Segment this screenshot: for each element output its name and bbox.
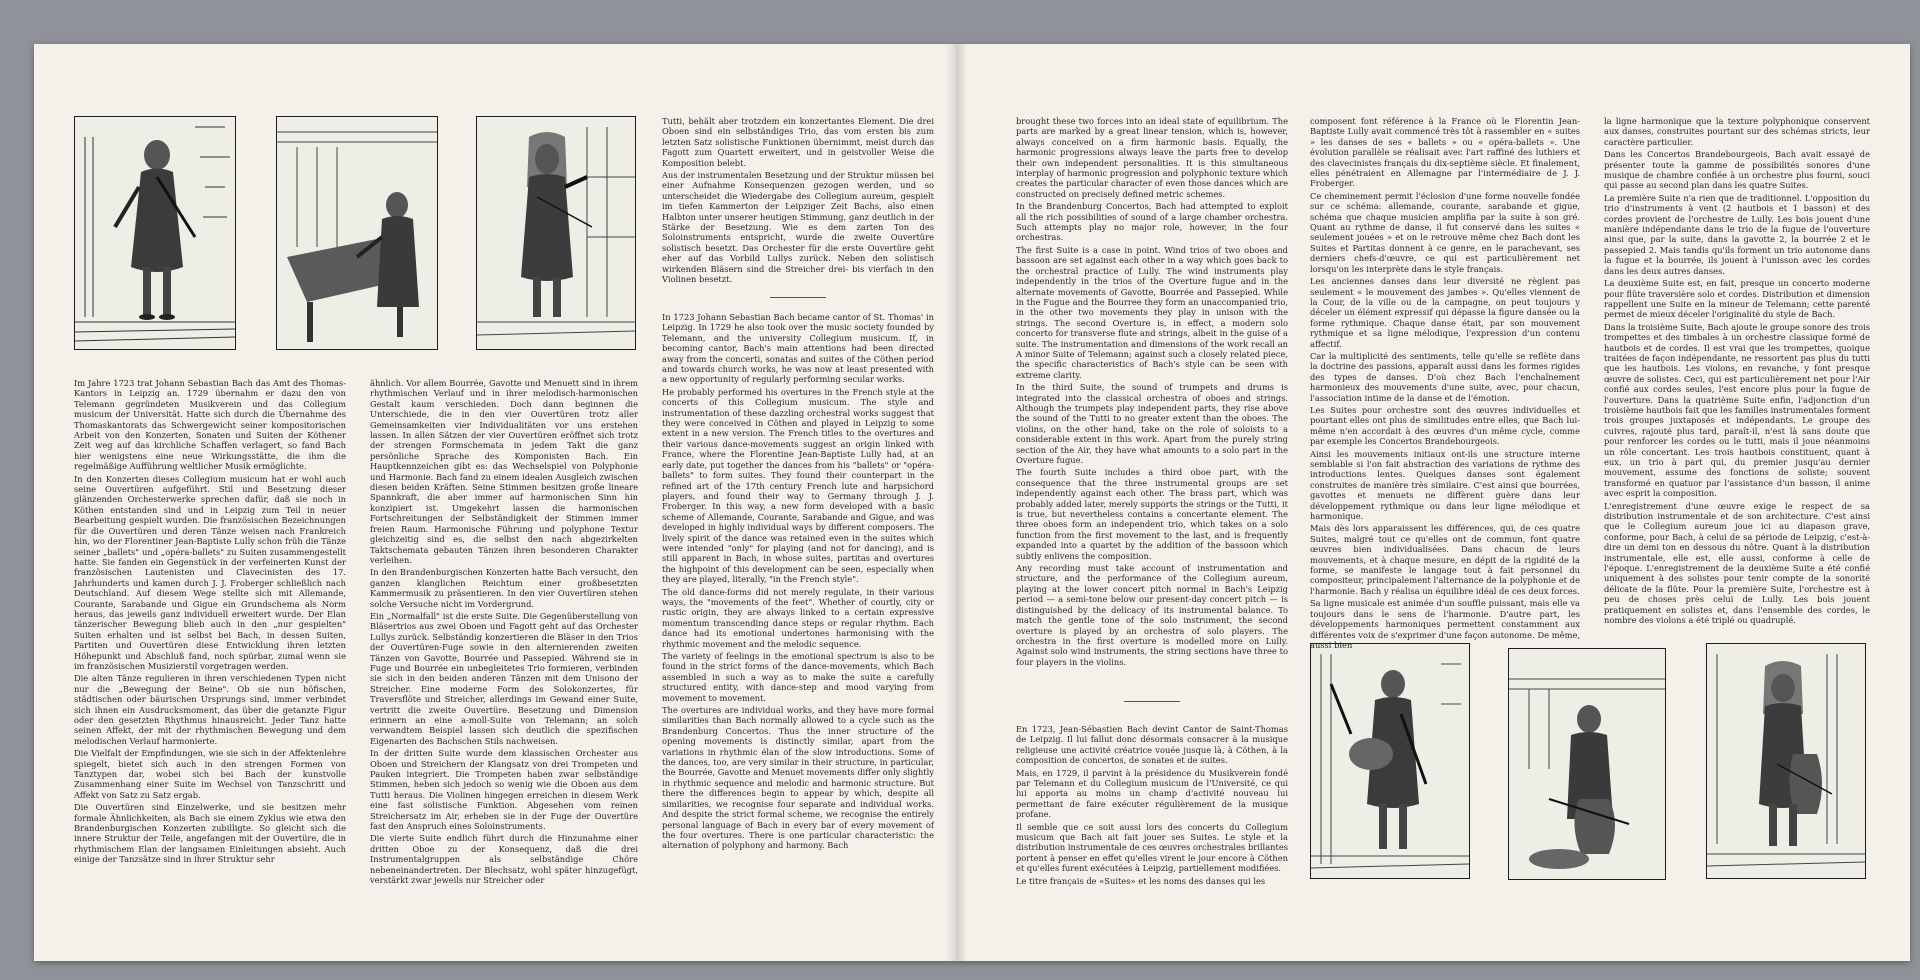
bagpipe-player-figure xyxy=(1311,644,1469,878)
paragraph: Il semble que ce soit aussi lors des concerts du Collegium musicum que Bach ait fait jouer ses Suites. Le style et la distribution instrumentale de ces œuvres orchestrales brillantes portent à penser en effet qu'elles virent le jour encore à Cöthen et qu'elles furent exécutées à Leipzig, partiellement modifiées. xyxy=(1016,821,1288,874)
paragraph: composent font référence à la France où le Florentin Jean-Baptiste Lully avait commencé très tôt à rassembler en « suites » les danses de ses « ballets » ou « opéra-ballets ». Une évolution parallèle se réalisait avec l'art raffiné des luthiers et des clavecinistes français du dix-septième siècle. Et finalement, elles pénétraient en Allemagne par l'intermédiaire de J. J. Froberger. xyxy=(1310,116,1580,189)
paragraph: Mais, en 1729, il parvint à la présidence du Musikverein fondé par Telemann et du Collegium musicum de l'Université, ce qui lui apporta au moins un champ d'activité nouveau lui permettant de faire exécuter régulièrement de la musique profane. xyxy=(1016,767,1288,820)
paragraph: In the Brandenburg Concertos, Bach had attempted to exploit all the rich possibilities of sound of a large chamber orchestra. Such attempts play no major role, however, in the four orchestras. xyxy=(1016,201,1288,243)
paragraph: ähnlich. Vor allem Bourrée, Gavotte und Menuett sind in ihrem rhythmischen Verlauf und in ihrer melodisch-harmonischen Gestalt kaum verschieden. Doch dann beginnen die Unterschiede, die in den vier Ouvertüren trotz aller Gemeinsamkeiten vier Individualitäten vor uns erstehen lassen. In allen Sätzen der vier Ouvertüren eröffnet sich trotz der strengen Formschemata in jedem Takt die ganz persönliche Sprache des Komponisten Bach. Ein Hauptkennzeichen gibt es: das Wechselspiel von Polyphonie und Harmonie. Bach fand zu einem idealen Ausgleich zwischen diesen beiden Kräften. Seine Stimmen besitzen große lineare Spannkraft, die aber immer auf harmonischen Sinn hin konzipiert ist. Umgekehrt lassen die harmonischen Fortschreitungen der Selbständigkeit der Stimmen immer freien Raum. Harmonische Führung und polyphone Textur gleichzeitig sind es, die selbst den nach abgezirkelten Taktschemata gebauten Tänzen ihren besonderen Charakter verleihen. xyxy=(370,378,638,565)
section-divider xyxy=(1124,701,1180,702)
center-fold xyxy=(945,44,967,961)
paragraph: Tutti, behält aber trotzdem ein konzertantes Element. Die drei Oboen sind ein selbständiges Trio, das vom ersten bis zum letzten Satz solistische Funktionen übernimmt, meist durch das Fagott zum Quartett erweitert, und in geistvoller Weise die Komposition belebt. xyxy=(662,116,934,168)
paragraph: Ainsi les mouvements initiaux ont-ils une structure interne semblable si l'on fait abstraction des variations de rythme des introductions lentes. Quelques danses sont également construites de manière très similaire. C'est ainsi que bourrées, gavottes et menuets ne diffèrent guère dans leur développement rythmique ou dans leur ligne mélodique et harmonique. xyxy=(1310,448,1580,522)
column-french-1 xyxy=(1016,724,1288,884)
paragraph: The overtures are individual works, and they have more formal similarities than Bach normally allowed to a cycle such as the Brandenburg Concertos. Thus the inner structure of the opening movements is distinctly similar, apart from the variations in rhythmic élan of the slow introductions. Some of the dances, too, are very similar in their structure, in particular, the Bourrée, Gavotte and Menuet movements differ only slightly in rhythmic sequence and melodic and harmonic structure. But there the differences begin to appear by which, despite all similarities, we recognise four separate and individual works. And despite the strict formal scheme, we recognise the entirely personal language of Bach in every bar of every movement of the four overtures. There is one particular characteristic: the alternation of polyphony and harmony. Bach xyxy=(662,705,934,851)
paragraph: Le titre français de «Suites» et les noms des danses qui les xyxy=(1016,875,1266,886)
paragraph: Die alten Tänze regulieren in ihren verschiedenen Typen nicht nur die „Bewegung der Beine". Ob sie nun höfischen, städtischen oder bäurischen Ursprungs sind, immer verbindet sich ihnen ein Ausdrucksmoment, das über die getanzte Figur oder den gesetzten Rhythmus hinausreicht. Jeder Tanz hatte seinen Affekt, der mit der rhythmischen Bewegung und dem melodischen Verlauf harmonierte. xyxy=(74,673,346,746)
engraving-viol-player xyxy=(1706,643,1866,879)
paragraph: Die Ouvertüren sind Einzelwerke, und sie besitzen mehr formale Ähnlichkeiten, als Bach sie einem Zyklus wie etwa den Brandenburgischen Konzerten zubilligte. So gleicht sich die innere Struktur der Teile, angefangen mit der Ouvertüre, die in rhythmischem Elan der langsamen Einleitungen absieht. Auch einige der Tanzsätze sind in ihrer Struktur sehr xyxy=(74,802,346,865)
paragraph: Sa ligne musicale est animée d'un souffle puissant, mais elle va toujours dans le sens de l'harmonie. D'autre part, les développements harmoniques permettent constamment aux différentes voix de s'exprimer d'une façon autonome. De même, aussi bien xyxy=(1310,598,1580,650)
cellist-figure xyxy=(1509,649,1665,879)
column-german-3 xyxy=(662,116,934,286)
paragraph: Car la multiplicité des sentiments, telle qu'elle se reflète dans la doctrine des passions, apparaît aussi dans les formes rigides des types de danses. D'où chez Bach l'enchaînement harmonieux des mouvements d'une suite, avec, pour chacun, l'association intime de la danse et de l'émotion. xyxy=(1310,350,1580,403)
paragraph: Les Suites pour orchestre sont des œuvres individuelles et pourtant elles ont plus de similitudes entre elles, que Bach lui-même n'en accordait à des œuvres d'un même cycle, comme par exemple les Concertos Brandebourgeois. xyxy=(1310,404,1580,447)
paragraph: Die vierte Suite endlich führt durch die Hinzunahme einer dritten Oboe zu der Konsequenz, daß die drei Instrumentalgruppen als selbständige Chöre nebeneinandertreten. Der Blechsatz, wohl später hinzugefügt, verstärkt zwar jeweils nur Streicher oder xyxy=(370,833,638,886)
engraving-violinist xyxy=(476,116,636,350)
paragraph: Ce cheminement permit l'éclosion d'une forme nouvelle fondée sur ce schéma: allemande, courante, sarabande et gigue, schéma que chaque musicien amplifia par la suite à son gré. Quant au rythme de danse, il fut conservé dans les suites « seulement jouées » et on le retrouve même chez Bach dont les Suites et Partitas donnent à ce genre, en le parachevant, ses derniers chefs-d'œuvre, ce qui est particulièrement net lorsqu'on les interprète dans le style français. xyxy=(1310,190,1580,274)
paragraph: Aus der instrumentalen Besetzung und der Struktur müssen bei einer Aufnahme Konsequenzen gezogen werden, und so unterscheidet die Wiedergabe des Collegium aureum, gespielt im tiefen Kammerton der Leipziger Zeit Bachs, also einen Halbton unter unserer heutigen Stimmung, ganz deutlich in der Stärke der Besetzung. Wie es dem zarten Ton des Soloinstruments entspricht, wurde die zweite Ouvertüre solistisch besetzt. Das Orchester für die erste Ouvertüre geht eher auf das Vorbild Lullys zurück. Neben den solistisch wirkenden Bläsern sind die Streicher drei- bis vierfach in den Violinen besetzt. xyxy=(662,170,934,285)
paragraph: la ligne harmonique que la texture polyphonique conservent aux danses, construites pourtant sur des schémas stricts, leur caractère particulier. xyxy=(1604,116,1870,147)
paragraph: In der dritten Suite wurde dem klassischen Orchester aus Oboen und Streichern der Klangsatz von drei Trompeten und Pauken integriert. Die Trompeten haben zwar selbständige Stimmen, heben sich jedoch so wenig wie die Oboen aus dem Tutti heraus. Die Violinen hingegen erreichen in diesem Werk eine fast solistische Funktion. Abgesehen vom reinen Streichersatz im Air, erheben sie in der Fuge der Ouvertüre fast den Anspruch eines Soloinstruments. xyxy=(370,748,638,832)
paragraph: Die Vielfalt der Empfindungen, wie sie sich in der Affektenlehre spiegelt, bietet sich auch in den strengen Formen von Tanztypen dar, wobei sich bei Bach der kunstvolle Zusammenhang einer Suite im Wechsel von Tanzschritt und Affekt von Satz zu Satz ergab. xyxy=(74,748,346,800)
paragraph: The variety of feelings in the emotional spectrum is also to be found in the strict forms of the dance-movements, which Bach assembled in such a way as to make the suite a carefully structured entity, with dance-step and mood varying from movement to movement. xyxy=(662,651,934,703)
engraving-oboe-player xyxy=(74,116,236,350)
paragraph: Dans les Concertos Brandebourgeois, Bach avait essayé de présenter toute la gamme de possibilités sonores d'une musique de chambre confiée à un orchestre plus fourni, souci qui passe au second plan dans les quatre Suites. xyxy=(1604,149,1870,191)
oboe-player-figure xyxy=(75,117,235,349)
paragraph: La première Suite n'a rien que de traditionnel. L'opposition du trio d'instruments à vent (2 hautbois et 1 basson) et des cordes provient de l'orchestre de Lully. Les bois jouent d'une manière indépendante dans le trio de la fugue de l'ouverture ainsi que, par la suite, dans la gavotte 2, la bourrée 2 et le passepied 2. Mais tandis qu'ils forment un trio autonome dans la fugue et la bourrée, ils jouent à l'unisson avec les cordes dans les deux autres danses. xyxy=(1604,192,1870,276)
paragraph: The old dance-forms did not merely regulate, in their various ways, the "movements of the feet". Whether of courtly, city or rustic origin, they are always linked to a certain expressive momentum transcending dance steps or regular rhythm. Each dance had its emotional undertones harmonising with the rhythmic movement and the melodic sequence. xyxy=(662,586,934,649)
column-german-1 xyxy=(74,378,346,882)
paragraph: The fourth Suite includes a third oboe part, with the consequence that the three instrumental groups are set independently against each other. The brass part, which was probably added later, merely supports the strings or the Tutti, it is true, but nevertheless contains a concertante element. The three oboes form an independent trio, which takes on a solo function from the first movement to the last, and is frequently expanded into a quartet by the addition of the bassoon which subtly enlivens the composition. xyxy=(1016,467,1288,561)
paragraph: En 1723, Jean-Sébastien Bach devint Cantor de Saint-Thomas de Leipzig. Il lui fallut donc désormais consacrer à la musique religieuse une activité créatrice vouée jusque là, à Cöthen, à la composition de concertos, de sonates et de suites. xyxy=(1016,724,1288,766)
viol-player-figure xyxy=(1707,644,1865,878)
engraving-bagpipe-player xyxy=(1310,643,1470,879)
column-french-3 xyxy=(1604,116,1870,630)
paragraph: The first Suite is a case in point. Wind trios of two oboes and bassoon are set against each other in a way which goes back to the orchestral practice of Lully. The wind instruments play independently in the trios of the Overture fugue and in the alternate movements of Gavotte, Bourrée and Passepied. While in the Fugue and the Bourree they form an unaccompanied trio, in the other two movements they play in unison with the strings. The second Overture is, in effect, a modern solo concerto for transverse flute and strings, albeit in the guise of a suite. The instrumentation and dimensions of the work recall an A minor Suite of Telemann; against such a closely related piece, the specific characteristics of Bach's style can be seen with extreme clarity. xyxy=(1016,244,1288,380)
section-divider xyxy=(770,297,826,298)
column-english-2 xyxy=(1016,116,1288,686)
paragraph: Les anciennes danses dans leur diversité ne règlent pas seulement « le mouvement des jambes ». Qu'elles viennent de la Cour, de la ville ou de la campagne, on peut toujours y déceler un élément expressif qui dépasse la figure dansée ou la forme rythmique. Chaque danse était, par son mouvement rythmique et sa ligne mélodique, l'expression d'un contenu affectif. xyxy=(1310,276,1580,349)
violinist-figure xyxy=(477,117,635,349)
paragraph: In 1723 Johann Sebastian Bach became cantor of St. Thomas' in Leipzig. In 1729 he also took over the music society founded by Telemann, and the university Collegium musicum. If, in becoming cantor, Bach's main attentions had been directed away from the concerti, sonatas and suites of the Cöthen period and towards church works, he was now at least presented with a new opportunity of regularly performing secular works. xyxy=(662,312,934,385)
column-german-2 xyxy=(370,378,638,886)
paragraph: Any recording must take account of instrumentation and structure, and the performance of the Collegium aureum, playing at the lower concert pitch normal in Bach's Leipzig period — a semi-tone below our present-day concert pitch — is distinguished by the delicacy of its instrumental balance. To match the gentle tone of the solo instrument, the second overture is played by an orchestra of solo players. The orchestra in the first overture is modelled more on Lully. Against solo wind instruments, the string sections have three to four players in the violins. xyxy=(1016,563,1288,667)
paragraph: He probably performed his overtures in the French style at the concerts of this Collegium musicum. The style and instrumentation of these dazzling orchestral works suggest that they were conceived in Cöthen and played in Leipzig to some extent in a new version. The French titles to the overtures and their various dance-movements suggest an origin linked with France, where the Florentine Jean-Baptiste Lully had, at an early date, put together the dances from his "ballets" or "opéra-ballets" to form suites. They found their counterpart in the refined art of the 17th century French lute and harpsichord players, and found their way to Germany through J. J. Froberger. In this way, a new form developed with a basic scheme of Allemande, Courante, Sarabande and Gigue, and was developed in highly individual ways by different composers. The lively spirit of the dance was retained even in the suites which were intended "only" for playing (and not for dancing), and is still apparent in Bach, in whose suites, partitas and overtures the highpoint of this development can be seen, especially when they are played, literally, "in the French style". xyxy=(662,386,934,585)
paragraph: brought these two forces into an ideal state of equilibrium. The parts are marked by a great linear tension, which is, however, always conceived on a firm harmonic basis. Equally, the harmonic progressions always leave the parts free to develop their own independent personalities. It is this simultaneous interplay of harmonic progression and polyphonic texture which creates the particular character of even those dances which are constructed on precisely defined metric schemes. xyxy=(1016,116,1288,199)
paragraph: In the third Suite, the sound of trumpets and drums is integrated into the classical orchestra of oboes and strings. Although the trumpets play independent parts, they rise above the sound of the Tutti to no greater extent than the oboes. The violins, on the other hand, take on the role of soloists to a considerable extent in this work. Apart from the purely string section of the Air, they have what amounts to a solo part in the Overture fugue. xyxy=(1016,382,1288,465)
column-french-2 xyxy=(1310,116,1580,650)
paragraph: Mais dès lors apparaissent les différences, qui, de ces quatre Suites, malgré tout ce qu'elles ont de commun, font quatre œuvres bien individualisées. Dans chacun de leurs mouvements, et à chaque mesure, en dépit de la rigidité de la forme, se manifeste le langage tout à fait personnel du compositeur, principalement l'alternance de la polyphonie et de l'harmonie. Bach y réalisa un équilibre idéal de ces deux forces. xyxy=(1310,523,1580,596)
paragraph: Dans la troisième Suite, Bach ajoute le groupe sonore des trois trompettes et des timbales à un orchestre classique formé de hautbois et de cordes. Il est vrai que les trompettes, quoique traitées de façon indépendante, ne ressortent pas plus du tutti que les hautbois. Les violons, en revanche, y font presque œuvre de solistes. Ceci, qui est particulièrement net pour l'Air confié aux cordes seules, l'est encore plus pour la fugue de l'ouverture. Dans la quatrième Suite enfin, l'adjonction d'un troisième hautbois fait que les familles instrumentales forment trois groupes juxtaposés et indépendants. Le groupe des cuivres, rajouté plus tard, paraît-il, n'est là sans doute que pour renforcer les cordes ou le tutti, mais il joue néanmoins un rôle concertant. Les trois hautbois constituent, quant à eux, un trio à part qui, du premier jusqu'au dernier mouvement, assume des fonctions de soliste; souvent transformé en quatuor par l'assistance d'un basson, il anime avec esprit la composition. xyxy=(1604,321,1870,499)
paragraph: In den Brandenburgischen Konzerten hatte Bach versucht, den ganzen klanglichen Reichtum einer großbesetzten Kammermusik zu präsentieren. In den vier Ouvertüren stehen solche Versuche nicht im Vordergrund. xyxy=(370,567,638,609)
paragraph: Ein „Normalfall" ist die erste Suite. Die Gegenüberstellung von Bläsertrios aus zwei Oboen und Fagott geht auf das Orchester Lullys zurück. Selbständig konzertieren die Bläser in den Trios der Ouvertüren-Fuge sowie in den alternierenden zweiten Tänzen von Gavotte, Bourrée und Passepied. Während sie in Fuge und Bourrée ein unbegleitetes Trio formieren, verbinden sie sich in den beiden anderen Tänzen mit dem Unisono der Streicher. Eine moderne Form des Solokonzertes, für Traversflöte und Streicher, allerdings im Gewand einer Suite, vertritt die zweite Ouvertüre. Besetzung und Dimension erinnern an eine a-moll-Suite von Telemann; an solch verwandtem Beispiel lassen sich deutlich die spezifischen Eigenarten des Bachschen Stils nachweisen. xyxy=(370,610,638,746)
paragraph: La deuxième Suite est, en fait, presque un concerto moderne pour flûte traversière solo et cordes. Distribution et dimension rappellent une Suite en la mineur de Telemann; cette parenté permet de mieux déceler l'originalité du style de Bach. xyxy=(1604,278,1870,320)
harpsichord-player-figure xyxy=(277,117,437,349)
column-english-1 xyxy=(662,312,934,882)
paragraph: L'enregistrement d'une œuvre exige le respect de sa distribution instrumentale et de son architecture. C'est ainsi que le Collegium aureum joue ici au diapason grave, conforme, pour Bach, à celui de sa période de Leipzig, c'est-à-dire un demi ton en dessous du nôtre. Quant à la distribution instrumentale, elle est, elle aussi, conforme à celle de l'époque. L'enregistrement de la deuxième Suite a été confié uniquement à des solistes pour tenir compte de la sonorité délicate de la flûte. Pour la première Suite, l'orchestre est à peu de choses près celui de Lully. Les bois jouent pratiquement en solistes et, dans l'ensemble des cordes, le nombre des violons a été triplé ou quadruplé. xyxy=(1604,500,1870,626)
paragraph: In den Konzerten dieses Collegium musicum hat er wohl auch seine Ouvertüren aufgeführt. Stil und Besetzung dieser glänzenden Orchesterwerke sprechen dafür, daß sie noch in Köthen entstanden sind und in Leipzig zum Teil in neuer Bearbeitung gespielt wurden. Die französischen Bezeichnungen für die Ouvertüren und deren Tänze weisen nach Frankreich hin, wo der Florentiner Jean-Baptiste Lully schon früh die Tänze seiner „ballets" und „opéra-ballets" zu Suiten zusammengestellt hatte. Sie fanden ein Gegenstück in der verfeinerten Kunst der französischen Lautenisten und Clavecinisten des 17. Jahrhunderts und kamen durch J. J. Froberger schließlich nach Deutschland. Auf diesem Wege stellte sich mit Allemande, Courante, Sarabande und Gigue ein Grundschema als Norm heraus, das jeweils ganz individuell erweitert wurde. Der Elan tänzerischer Bewegung blieb auch in den „nur gespielten" Suiten erhalten und ist selbst bei Bach, in dessen Suiten, Partiten und Ouvertüren diese Entwicklung ihren letzten Höhepunkt und Abschluß fand, noch spürbar, zumal wenn sie im französischen Musizierstil vorgetragen werden. xyxy=(74,473,346,671)
paragraph: Im Jahre 1723 trat Johann Sebastian Bach das Amt des Thomas-Kantors in Leipzig an. 1729 übernahm er dazu den von Telemann gegründeten Musikverein und das Collegium musicum der Universität. Hatte sich durch die Übernahme des Thomaskantorats das Schwergewicht seiner kompositorischen Arbeit von den Konzerten, Sonaten und Suiten der Köthener Zeit weg auf das kirchliche Schaffen verlagert, so fand Bach hier wenigstens eine neue Wirkungsstätte, die ihm die regelmäßige Aufführung weltlicher Musik ermöglichte. xyxy=(74,378,346,472)
engraving-harpsichord-player xyxy=(276,116,438,350)
engraving-cellist xyxy=(1508,648,1666,880)
